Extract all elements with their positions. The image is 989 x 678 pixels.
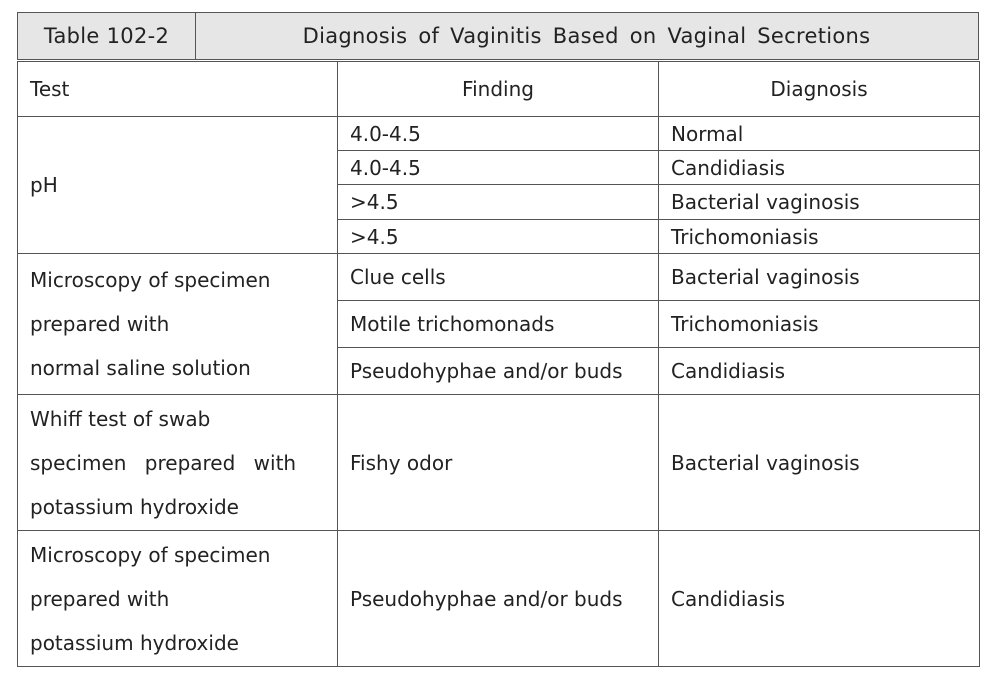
test-line: pH xyxy=(30,173,58,197)
diagnosis-cell: Trichomoniasis xyxy=(659,220,980,254)
table-caption xyxy=(17,12,979,60)
table-title: Diagnosis of Vaginitis Based on Vaginal Secretions xyxy=(302,24,871,48)
diagnosis-cell: Bacterial vaginosis xyxy=(659,185,980,220)
table-row xyxy=(18,395,980,531)
test-line: Microscopy of specimen xyxy=(30,542,271,567)
test-line: Microscopy of specimen xyxy=(30,268,271,292)
test-cell-saline-microscopy xyxy=(18,254,338,395)
table-row xyxy=(18,531,980,667)
table-row xyxy=(18,254,980,301)
finding-cell: Pseudohyphae and/or buds xyxy=(338,531,659,667)
finding-cell: Motile trichomonads xyxy=(338,301,659,348)
column-header-finding: Finding xyxy=(338,62,659,117)
diagnosis-cell: Bacterial vaginosis xyxy=(659,254,980,301)
finding-cell: Pseudohyphae and/or buds xyxy=(338,348,659,395)
finding-cell: >4.5 xyxy=(338,185,659,220)
finding-cell: Clue cells xyxy=(338,254,659,301)
table-number-label: Table 102-2 xyxy=(18,13,196,59)
test-line: potassium hydroxide xyxy=(30,494,239,519)
diagnosis-cell: Bacterial vaginosis xyxy=(659,395,980,531)
test-line: specimen prepared with xyxy=(30,450,297,475)
test-line: potassium hydroxide xyxy=(30,630,239,655)
finding-cell: >4.5 xyxy=(338,220,659,254)
test-line: normal saline solution xyxy=(30,356,251,380)
diagnosis-cell: Candidiasis xyxy=(659,151,980,185)
finding-cell: 4.0-4.5 xyxy=(338,151,659,185)
header-row xyxy=(18,62,980,117)
test-cell-ph xyxy=(18,117,338,254)
test-cell-whiff-test xyxy=(18,395,338,531)
test-line: Whiff test of swab xyxy=(30,406,211,431)
diagnosis-cell: Trichomoniasis xyxy=(659,301,980,348)
diagnosis-cell: Candidiasis xyxy=(659,531,980,667)
finding-cell: Fishy odor xyxy=(338,395,659,531)
test-line: prepared with xyxy=(30,312,170,336)
finding-cell: 4.0-4.5 xyxy=(338,117,659,151)
test-line: prepared with xyxy=(30,586,170,611)
diagnosis-cell: Normal xyxy=(659,117,980,151)
vaginitis-diagnosis-table xyxy=(17,61,980,667)
column-header-test: Test xyxy=(18,62,338,117)
test-cell-koh-microscopy xyxy=(18,531,338,667)
column-header-diagnosis: Diagnosis xyxy=(659,62,980,117)
table-row xyxy=(18,117,980,151)
diagnosis-cell: Candidiasis xyxy=(659,348,980,395)
